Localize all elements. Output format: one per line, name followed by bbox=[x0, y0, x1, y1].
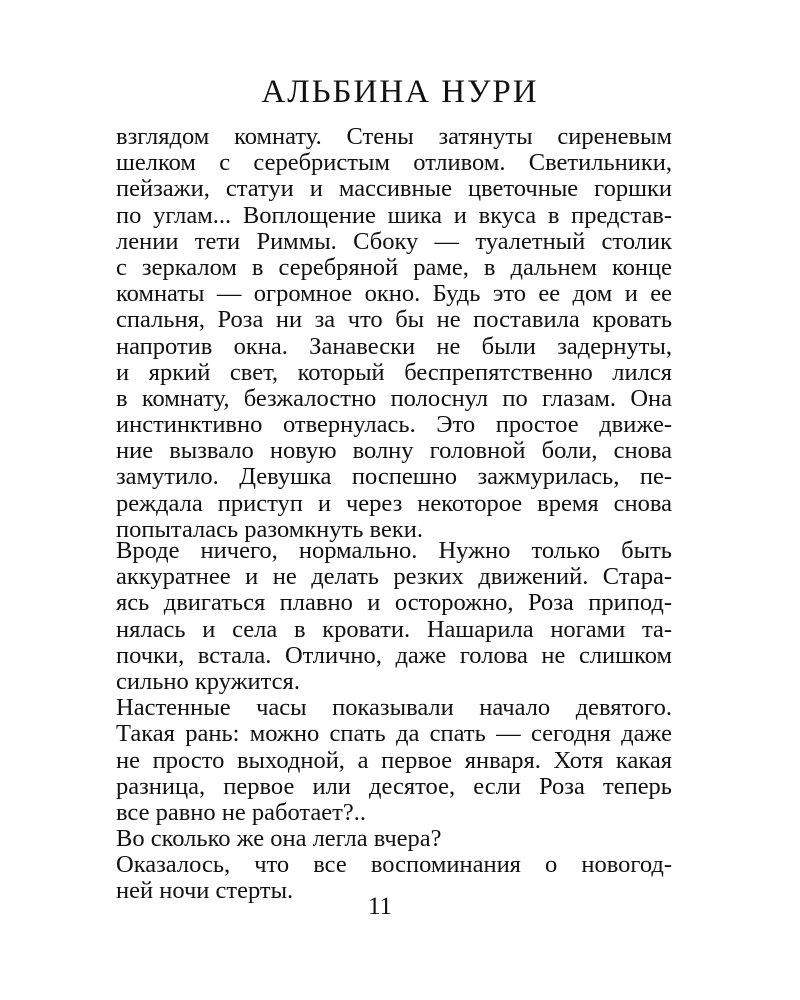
text-line: попыталась разомкнуть веки. bbox=[116, 515, 423, 543]
text-line: пейзажи, статуи и массивные цветочные горшки bbox=[116, 175, 672, 203]
text-line: замутило. Девушка поспешно зажмурилась, пе- bbox=[116, 463, 672, 491]
text-line: напротив окна. Занавески не были задернуты, bbox=[116, 332, 672, 360]
paragraph-first-line: Во сколько же она легла вчера? bbox=[116, 825, 442, 853]
text-line: шелком с серебристым отливом. Светильники, bbox=[116, 149, 672, 177]
text-line: разница, первое или десятое, если Роза теперь bbox=[116, 772, 672, 800]
text-line: ясь двигаться плавно и осторожно, Роза припод- bbox=[116, 589, 672, 617]
text-line: Такая рань: можно спать да спать — сегодня даже bbox=[116, 720, 672, 748]
text-line: и яркий свет, который беспрепятственно лился bbox=[116, 358, 672, 386]
text-line: лении тети Риммы. Сбоку — туалетный столик bbox=[116, 227, 672, 255]
text-line: в комнату, безжалостно полоснул по глазам. Она bbox=[116, 384, 672, 412]
text-line: аккуратнее и не делать резких движений. Стара- bbox=[116, 563, 672, 591]
text-line: не просто выходной, а первое января. Хотя какая bbox=[116, 746, 672, 774]
text-line: комнаты — огромное окно. Будь это ее дом и ее bbox=[116, 280, 672, 308]
text-line: ней ночи стерты. bbox=[116, 877, 294, 905]
text-line: ние вызвало новую волну головной боли, снова bbox=[116, 437, 672, 465]
text-line: с зеркалом в серебряной раме, в дальнем конце bbox=[116, 253, 672, 281]
paragraph-first-line: Вроде ничего, нормально. Нужно только быть bbox=[116, 537, 672, 564]
text-line: реждала приступ и через некоторое время снова bbox=[116, 489, 672, 517]
text-line: взглядом комнату. Стены затянуты сиреневым bbox=[116, 123, 672, 150]
paragraph-first-line: Оказалось, что все воспоминания о новогод- bbox=[116, 851, 672, 879]
body-text-continued bbox=[116, 538, 672, 905]
running-header: АЛЬБИНА НУРИ bbox=[261, 74, 539, 110]
text-line: инстинктивно отвернулась. Это простое движе- bbox=[116, 411, 672, 439]
text-line: спальня, Роза ни за что бы не поставила кровать bbox=[116, 306, 672, 334]
text-line: почки, встала. Отлично, даже голова не слишком bbox=[116, 641, 672, 669]
page-number: 11 bbox=[367, 893, 393, 920]
text-line: по углам... Воплощение шика и вкуса в представ- bbox=[116, 201, 672, 229]
body-text bbox=[116, 124, 672, 543]
text-line: все равно не работает?.. bbox=[116, 798, 366, 826]
text-line: нялась и села в кровати. Нашарила ногами та- bbox=[116, 615, 672, 643]
paragraph-first-line: Настенные часы показывали начало девятого. bbox=[116, 694, 672, 722]
text-line: сильно кружится. bbox=[116, 667, 300, 695]
